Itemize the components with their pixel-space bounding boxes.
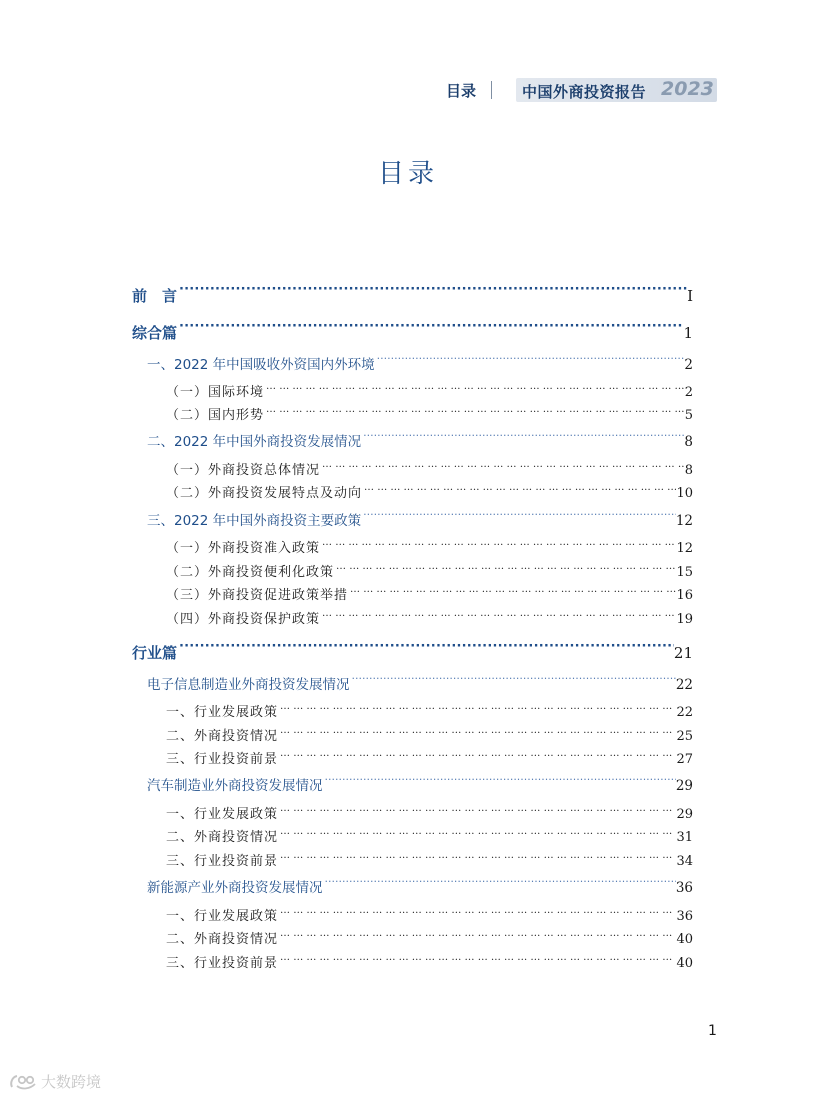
toc-entry[interactable]	[147, 669, 693, 693]
toc-entry-page: 16	[676, 588, 693, 603]
toc-entry-page: 29	[675, 778, 693, 794]
toc-entry[interactable]	[132, 281, 693, 305]
toc-entry[interactable]	[166, 821, 693, 845]
toc-entry[interactable]	[166, 579, 693, 603]
dot-leader	[278, 743, 676, 763]
watermark-text: 大数跨境	[41, 1073, 102, 1091]
toc-entry-page: I	[687, 287, 693, 305]
toc-entry-page: 10	[676, 486, 693, 501]
toc-entry[interactable]	[166, 947, 693, 971]
dot-leader	[361, 426, 684, 446]
toc-entry[interactable]	[147, 770, 693, 794]
toc-entry[interactable]	[166, 798, 693, 822]
toc-entry-label: 三、2022 年中国外商投资主要政策	[147, 513, 362, 529]
toc-entry-label: 三、行业投资前景	[166, 854, 279, 869]
toc-entry[interactable]	[166, 532, 693, 556]
toc-entry-label: （一）外商投资准入政策	[166, 541, 321, 556]
toc-entry-page: 2	[684, 357, 693, 373]
dot-leader	[323, 770, 676, 790]
toc-entry[interactable]	[166, 454, 693, 478]
toc-entry[interactable]	[166, 556, 693, 580]
toc-entry[interactable]	[166, 845, 693, 869]
dot-leader	[278, 947, 676, 967]
toc-entry-label: 三、行业投资前景	[166, 956, 279, 971]
toc-entry[interactable]	[166, 696, 693, 720]
toc-entry[interactable]	[166, 743, 693, 767]
dot-leader	[348, 579, 676, 599]
toc-entry-page: 12	[675, 513, 693, 529]
toc-entry[interactable]	[132, 638, 693, 662]
toc-entry[interactable]	[166, 399, 693, 423]
dot-leader	[278, 821, 676, 841]
toc-entry[interactable]	[132, 318, 693, 342]
dot-leader	[278, 900, 676, 920]
toc-entry-page: 34	[676, 854, 693, 869]
toc-entry-page: 40	[676, 932, 693, 947]
toc-entry-label: 一、行业发展政策	[166, 705, 279, 720]
dot-leader	[278, 720, 676, 740]
header-section-label: 目录	[446, 82, 477, 100]
toc-entry-label: 二、2022 年中国外商投资发展情况	[147, 434, 362, 450]
dot-leader	[361, 505, 676, 525]
toc-entry-page: 36	[676, 909, 693, 924]
toc-entry-label: 二、外商投资情况	[166, 729, 279, 744]
toc-entry-page: 40	[676, 956, 693, 971]
toc-entry-page: 29	[676, 807, 693, 822]
toc-entry-label: 前 言	[132, 287, 178, 305]
toc-entry[interactable]	[166, 603, 693, 627]
toc-entry-page: 36	[675, 880, 693, 896]
toc-entry-page: 25	[676, 729, 693, 744]
toc-entry-page: 27	[676, 752, 693, 767]
toc-entry-page: 1	[683, 324, 693, 342]
dot-leader	[278, 923, 676, 943]
toc-entry-label: （一）国际环境	[166, 385, 265, 400]
toc-entry-page: 8	[684, 434, 693, 450]
toc-entry-label: 新能源产业外商投资发展情况	[147, 880, 323, 896]
toc-entry-label: 三、行业投资前景	[166, 752, 279, 767]
dot-leader	[177, 318, 683, 338]
toc-entry-label: 二、外商投资情况	[166, 932, 279, 947]
dot-leader	[362, 477, 676, 497]
toc-entry[interactable]	[166, 477, 693, 501]
watermark	[8, 1071, 101, 1092]
toc-entry-label: （二）外商投资便利化政策	[166, 565, 335, 580]
toc-entry-page: 22	[676, 705, 693, 720]
toc-entry-page: 5	[684, 408, 693, 423]
toc-entry-label: 一、行业发展政策	[166, 909, 279, 924]
toc-entry-page: 19	[676, 612, 693, 627]
page-number: 1	[708, 1023, 717, 1039]
toc-entry[interactable]	[166, 720, 693, 744]
toc-entry-label: 汽车制造业外商投资发展情况	[147, 778, 323, 794]
dot-leader	[320, 603, 676, 623]
dot-leader	[177, 281, 687, 301]
watermark-logo-icon	[8, 1073, 38, 1091]
dot-leader	[177, 638, 674, 658]
toc-entry[interactable]	[147, 505, 693, 529]
dot-leader	[320, 454, 685, 474]
toc-entry[interactable]	[147, 872, 693, 896]
toc-entry-label: 行业篇	[132, 644, 178, 662]
dot-leader	[320, 532, 676, 552]
toc-entry-label: （二）国内形势	[166, 408, 265, 423]
toc-entry-label: 综合篇	[132, 324, 178, 342]
dot-leader	[323, 872, 676, 892]
dot-leader	[350, 669, 676, 689]
toc-entry-page: 15	[676, 565, 693, 580]
dot-leader	[278, 798, 676, 818]
dot-leader	[264, 399, 685, 419]
toc-entry[interactable]	[147, 349, 693, 373]
toc-entry-label: 一、行业发展政策	[166, 807, 279, 822]
dot-leader	[375, 349, 685, 369]
toc-entry[interactable]	[166, 376, 693, 400]
toc-entry-label: （三）外商投资促进政策举措	[166, 588, 349, 603]
dot-leader	[264, 376, 685, 396]
toc-entry[interactable]	[166, 900, 693, 924]
toc-entry-page: 2	[684, 385, 693, 400]
header-report-year: 2023	[661, 78, 714, 100]
dot-leader	[334, 556, 676, 576]
toc-entry-page: 12	[676, 541, 693, 556]
toc-entry-page: 22	[675, 677, 693, 693]
toc-entry-page: 21	[673, 644, 693, 662]
toc-entry-label: 电子信息制造业外商投资发展情况	[147, 677, 350, 693]
page-title: 目录	[377, 159, 438, 189]
toc-entry-label: （二）外商投资发展特点及动向	[166, 486, 363, 501]
toc-entry-label: 一、2022 年中国吸收外资国内外环境	[147, 357, 375, 373]
toc-entry-label: 二、外商投资情况	[166, 830, 279, 845]
dot-leader	[278, 696, 676, 716]
toc-entry[interactable]	[166, 923, 693, 947]
toc-entry[interactable]	[147, 426, 693, 450]
toc-entry-label: （四）外商投资保护政策	[166, 612, 321, 627]
dot-leader	[278, 845, 676, 865]
toc-entry-page: 8	[684, 463, 693, 478]
header-report-title: 中国外商投资报告	[522, 83, 647, 101]
toc-entry-label: （一）外商投资总体情况	[166, 463, 321, 478]
toc-entry-page: 31	[676, 830, 693, 845]
